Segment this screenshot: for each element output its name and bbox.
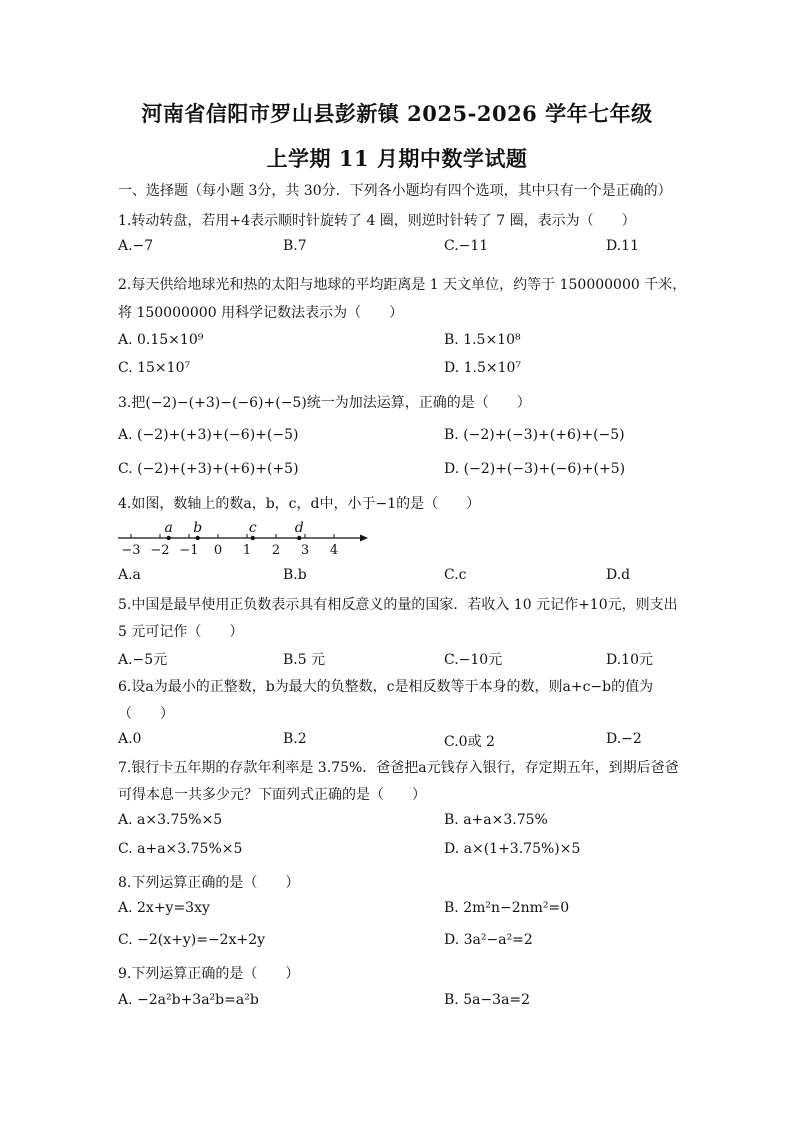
number-line-tick-label: 3: [300, 543, 310, 558]
q2-option-d: D. 1.5×10⁷: [444, 360, 522, 376]
q3-option-c: C. (−2)+(+3)+(+6)+(+5): [118, 461, 299, 477]
number-line-point-c: [251, 536, 255, 540]
number-line-point-b: [196, 536, 200, 540]
number-line-point-a: [167, 536, 171, 540]
number-line-tick-label: −1: [179, 543, 199, 558]
q2-option-b: B. 1.5×10⁸: [444, 332, 521, 348]
number-line-tick-label: 0: [213, 543, 223, 558]
q3-option-a: A. (−2)+(+3)+(−6)+(−5): [118, 427, 299, 443]
number-line-figure: [112, 515, 374, 561]
number-line-tick-label: −3: [121, 543, 141, 558]
q7-stem-line1: 7.银行卡五年期的存款年利率是 3.75%．爸爸把a元钱存入银行，存定期五年，到期后爸爸: [118, 760, 679, 776]
q1-option-b: B.7: [283, 238, 307, 254]
q7-option-b: B. a+a×3.75%: [444, 812, 548, 828]
q8-option-b: B. 2m²n−2nm²=0: [444, 900, 570, 916]
q7-stem-line2: 可得本息一共多少元？下面列式正确的是（ ）: [118, 787, 426, 803]
doc-title-line1: 河南省信阳市罗山县彭新镇 2025-2026 学年七年级: [141, 101, 653, 126]
q8-option-c: C. −2(x+y)=−2x+2y: [118, 932, 266, 948]
q7-option-c: C. a+a×3.75%×5: [118, 841, 243, 857]
q5-option-a: A.−5元: [118, 652, 168, 668]
q8-stem: 8.下列运算正确的是（ ）: [118, 875, 300, 891]
q7-option-a: A. a×3.75%×5: [118, 812, 223, 828]
q8-option-d: D. 3a²−a²=2: [444, 932, 533, 948]
q6-stem-line2: （ ）: [118, 706, 174, 722]
q6-option-b: B.2: [283, 731, 307, 747]
q2-stem-line2: 将 150000000 用科学记数法表示为（ ）: [118, 305, 404, 321]
number-line-tick-label: 2: [271, 543, 281, 558]
q5-option-d: D.10元: [606, 652, 653, 668]
section-heading: 一、选择题（每小题 3分，共 30分．下列各小题均有四个选项，其中只有一个是正确的）: [118, 183, 672, 199]
number-line-point-label-d: d: [294, 520, 304, 536]
q2-stem-line1: 2.每天供给地球光和热的太阳与地球的平均距离是 1 天文单位，约等于 150000000 千米，: [118, 277, 687, 293]
q6-stem-line1: 6.设a为最小的正整数，b为最大的负整数，c是相反数等于本身的数，则a+c−b的值为: [118, 679, 654, 695]
q1-option-d: D.11: [606, 238, 639, 254]
q9-option-b: B. 5a−3a=2: [444, 992, 531, 1008]
number-line-tick-label: −2: [150, 543, 170, 558]
q3-option-b: B. (−2)+(−3)+(+6)+(−5): [444, 427, 625, 443]
q4-stem: 4.如图，数轴上的数a，b，c，d中，小于−1的是（ ）: [118, 496, 481, 512]
number-line-point-label-a: a: [164, 520, 173, 536]
number-line-tick-label: 4: [329, 543, 339, 558]
q8-option-a: A. 2x+y=3xy: [118, 900, 210, 916]
number-line-point-label-c: c: [248, 520, 257, 536]
q3-option-d: D. (−2)+(−3)+(−6)+(+5): [444, 461, 626, 477]
q3-stem: 3.把(−2)−(+3)−(−6)+(−5)统一为加法运算，正确的是（ ）: [118, 395, 531, 411]
q9-stem: 9.下列运算正确的是（ ）: [118, 966, 300, 982]
number-line-point-d: [297, 536, 301, 540]
q1-option-a: A.−7: [118, 238, 154, 254]
number-line-arrow: [360, 535, 368, 542]
q5-option-b: B.5 元: [283, 652, 326, 668]
q4-option-c: C.c: [444, 567, 467, 583]
q6-option-d: D.−2: [606, 731, 642, 747]
number-line-point-label-b: b: [193, 520, 203, 536]
q7-option-d: D. a×(1+3.75%)×5: [444, 841, 581, 857]
q5-stem-line1: 5.中国是最早使用正负数表示具有相反意义的量的国家．若收入 10 元记作+10元，则支出: [118, 597, 678, 613]
q5-stem-line2: 5 元可记作（ ）: [118, 624, 244, 640]
q6-option-a: A.0: [118, 731, 142, 747]
q2-option-c: C. 15×10⁷: [118, 360, 191, 376]
q2-option-a: A. 0.15×10⁹: [118, 332, 204, 348]
q6-option-c: C.0或 2: [444, 734, 495, 750]
doc-title-line2: 上学期 11 月期中数学试题: [266, 146, 528, 171]
q4-option-b: B.b: [283, 567, 307, 583]
number-line-tick-label: 1: [242, 543, 252, 558]
q4-option-a: A.a: [118, 567, 141, 583]
q1-option-c: C.−11: [444, 238, 489, 254]
q5-option-c: C.−10元: [444, 652, 503, 668]
q1-stem: 1.转动转盘，若用+4表示顺时针旋转了 4 圈，则逆时针转了 7 圈，表示为（ ）: [118, 213, 636, 229]
q9-option-a: A. −2a²b+3a²b=a²b: [118, 992, 259, 1008]
q4-option-d: D.d: [606, 567, 631, 583]
